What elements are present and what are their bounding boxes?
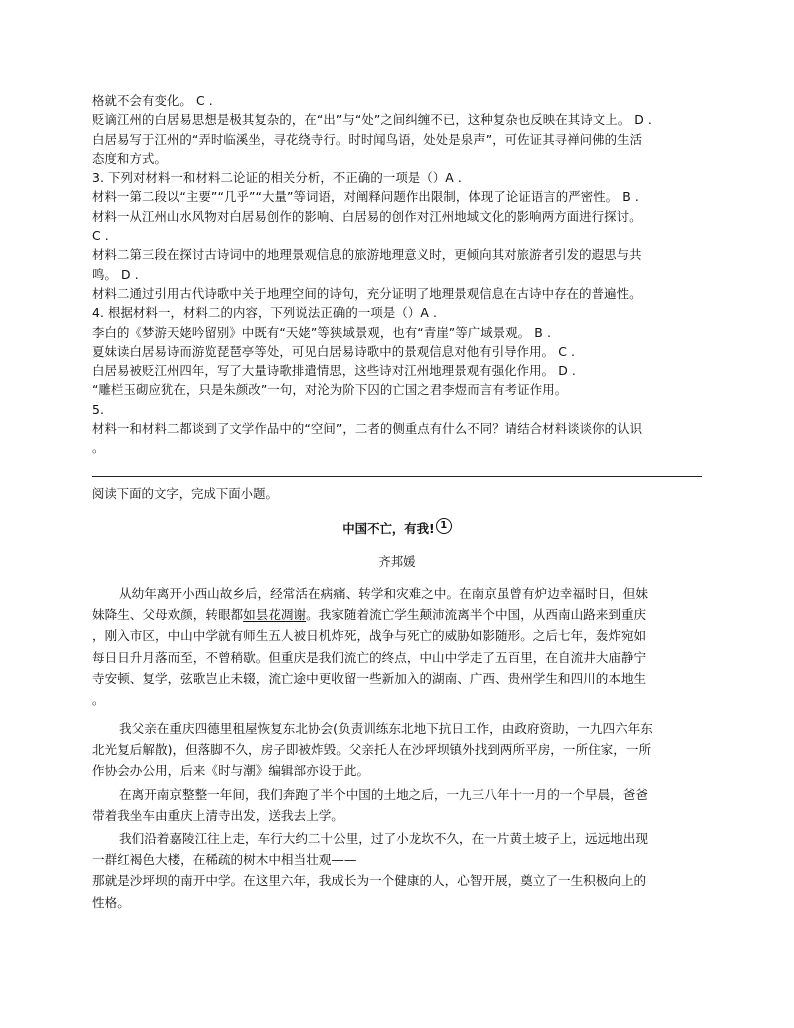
line-text: ，刚入市区，中山中学就有师生五人被日机炸死，战争与死亡的威胁如影随形。之后七年，轰炸宛如 — [92, 628, 647, 644]
line-text: 在离开南京整整一年间，我们奔跑了半个中国的土地之后，一九三八年十一月的一个早晨，爸爸 — [119, 787, 648, 802]
line-text: 妹降生、父母欢颜，转眼都 — [92, 607, 244, 623]
question-line: 材料一和材料二都谈到了文学作品中的“空间”，二者的侧重点有什么不同？请结合材料谈谈你的认识 — [92, 421, 643, 437]
article-paragraph-2 — [92, 718, 704, 782]
article-paragraph-3 — [92, 784, 704, 826]
paragraph-line — [92, 784, 704, 805]
question-line: 李白的《梦游天姥吟留别》中既有“天姥”等狭域景观，也有“青崖”等广域景观。 B . — [92, 324, 551, 340]
article-title — [0, 518, 794, 539]
line-text: 北光复后解散)，但落脚不久，房子即被炸毁。父亲托人在沙坪坝镇外找到两所平房，一所住家，一所 — [92, 742, 652, 758]
article-author: 齐邦媛 — [378, 554, 416, 569]
line-text: 。 — [92, 691, 105, 707]
paragraph-line — [92, 805, 704, 826]
question-line: 白居易被贬江州四年，写了大量诗歌排遣情思，这些诗对江州地理景观有强化作用。 D . — [92, 363, 576, 379]
question-line: 5. — [92, 401, 105, 417]
line-text: 作协会办公用，后来《时与潮》编辑部亦设于此。 — [92, 763, 370, 779]
paragraph-line — [92, 625, 704, 646]
question-line: 态度和方式。 — [92, 150, 167, 166]
paragraph-line — [92, 668, 704, 689]
question-line: 3. 下列对材料一和材料二论证的相关分析，不正确的一项是（）A . — [92, 170, 462, 186]
line-text: 性格。 — [92, 894, 130, 910]
question-line: 鸣。 D . — [92, 266, 139, 282]
article-paragraph-4 — [92, 828, 704, 913]
paragraph-line — [92, 828, 704, 849]
paragraph-line — [92, 718, 704, 739]
line-text: 每日日升月落而至，不曾稍歇。但重庆是我们流亡的终点，中山中学走了五百里，在自流井大庙静宁 — [92, 649, 647, 665]
reading-instruction: 阅读下面的文字，完成下面小题。 — [92, 486, 278, 501]
article-paragraph-1 — [92, 583, 704, 710]
question-line: 4. 根据材料一，材料二的内容，下列说法正确的一项是（）A . — [92, 305, 437, 321]
question-line: 。 — [92, 440, 105, 456]
line-text: 我们沿着嘉陵江往上走，车行大约二十公里，过了小龙坎不久，在一片黄土坡子上，远远地出现 — [119, 831, 648, 846]
article-title-text: 中国不亡，有我! — [342, 521, 435, 536]
line-text: 我父亲在重庆四德里租屋恢复东北协会(负责训练东北地下抗日工作，由政府资助，一九四六年东 — [119, 721, 653, 736]
section-divider — [92, 476, 702, 477]
question-line: 材料二第三段在探讨古诗词中的地理景观信息的旅游地理意义时，更倾向其对旅游者引发的遐思与共 — [92, 247, 642, 263]
paragraph-line — [92, 849, 704, 870]
question-line: “雕栏玉砌应犹在，只是朱颜改”一句，对沦为阶下囚的亡国之君李煜而言有考证作用。 — [92, 382, 568, 398]
underlined-phrase: 如昙花凋谢 — [243, 607, 307, 623]
footnote-marker[interactable]: 1 — [436, 518, 452, 534]
question-line: 贬谪江州的白居易思想是极其复杂的，在“出”与“处”之间纠缠不已，这种复杂也反映在其诗文上。 D . — [92, 112, 652, 128]
paragraph-line — [92, 739, 704, 760]
paragraph-line — [92, 892, 704, 913]
paragraph-line — [92, 647, 704, 668]
paragraph-line — [92, 870, 704, 891]
line-text: 从幼年离开小西山故乡后，经常活在病痛、转学和灾难之中。在南京虽曾有炉边幸福时日，但妹 — [119, 586, 648, 601]
question-line: 材料二通过引用古代诗歌中关于地理空间的诗句，充分证明了地理景观信息在古诗中存在的普遍性。 — [92, 285, 642, 301]
line-text: 带着我坐车由重庆上清寺出发，送我去上学。 — [92, 808, 344, 824]
question-line: C . — [92, 228, 109, 244]
question-line: 白居易写于江州的“弄时临溪坐，寻花绕寺行。时时闻鸟语，处处是泉声”，可佐证其寻禅问佛的生活 — [92, 131, 643, 147]
line-text: 。我家随着流亡学生颠沛流离半个中国，从西南山路来到重庆 — [306, 607, 647, 623]
line-text: 一群红褐色大楼，在稀疏的树木中相当壮观—— — [92, 852, 357, 868]
question-line: 材料一第二段以“主要”“几乎”“大量”等词语，对阐释问题作出限制，体现了论证语言的严密性。 B . — [92, 189, 639, 205]
line-text: 寺安顿、复学，弦歌岂止未辍，流亡途中更收留一些新加入的湖南、广西、贵州学生和四川的本地生 — [92, 670, 647, 686]
paragraph-line — [92, 583, 704, 604]
paragraph-line — [92, 760, 704, 781]
paragraph-line — [92, 604, 704, 625]
paragraph-line — [92, 689, 704, 710]
question-line: 格就不会有变化。 C . — [92, 93, 213, 108]
questions-block — [92, 91, 704, 458]
question-line: 材料一从江州山水风物对白居易创作的影响、白居易的创作对江州地域文化的影响两方面进行探讨。 — [92, 208, 642, 224]
line-text: 那就是沙坪坝的南开中学。在这里六年，我成长为一个健康的人，心智开展，奠立了一生积极向上的 — [92, 873, 647, 889]
question-line: 夏妹读白居易诗而游览琵琶亭等处，可见白居易诗歌中的景观信息对他有引导作用。 C . — [92, 343, 576, 359]
